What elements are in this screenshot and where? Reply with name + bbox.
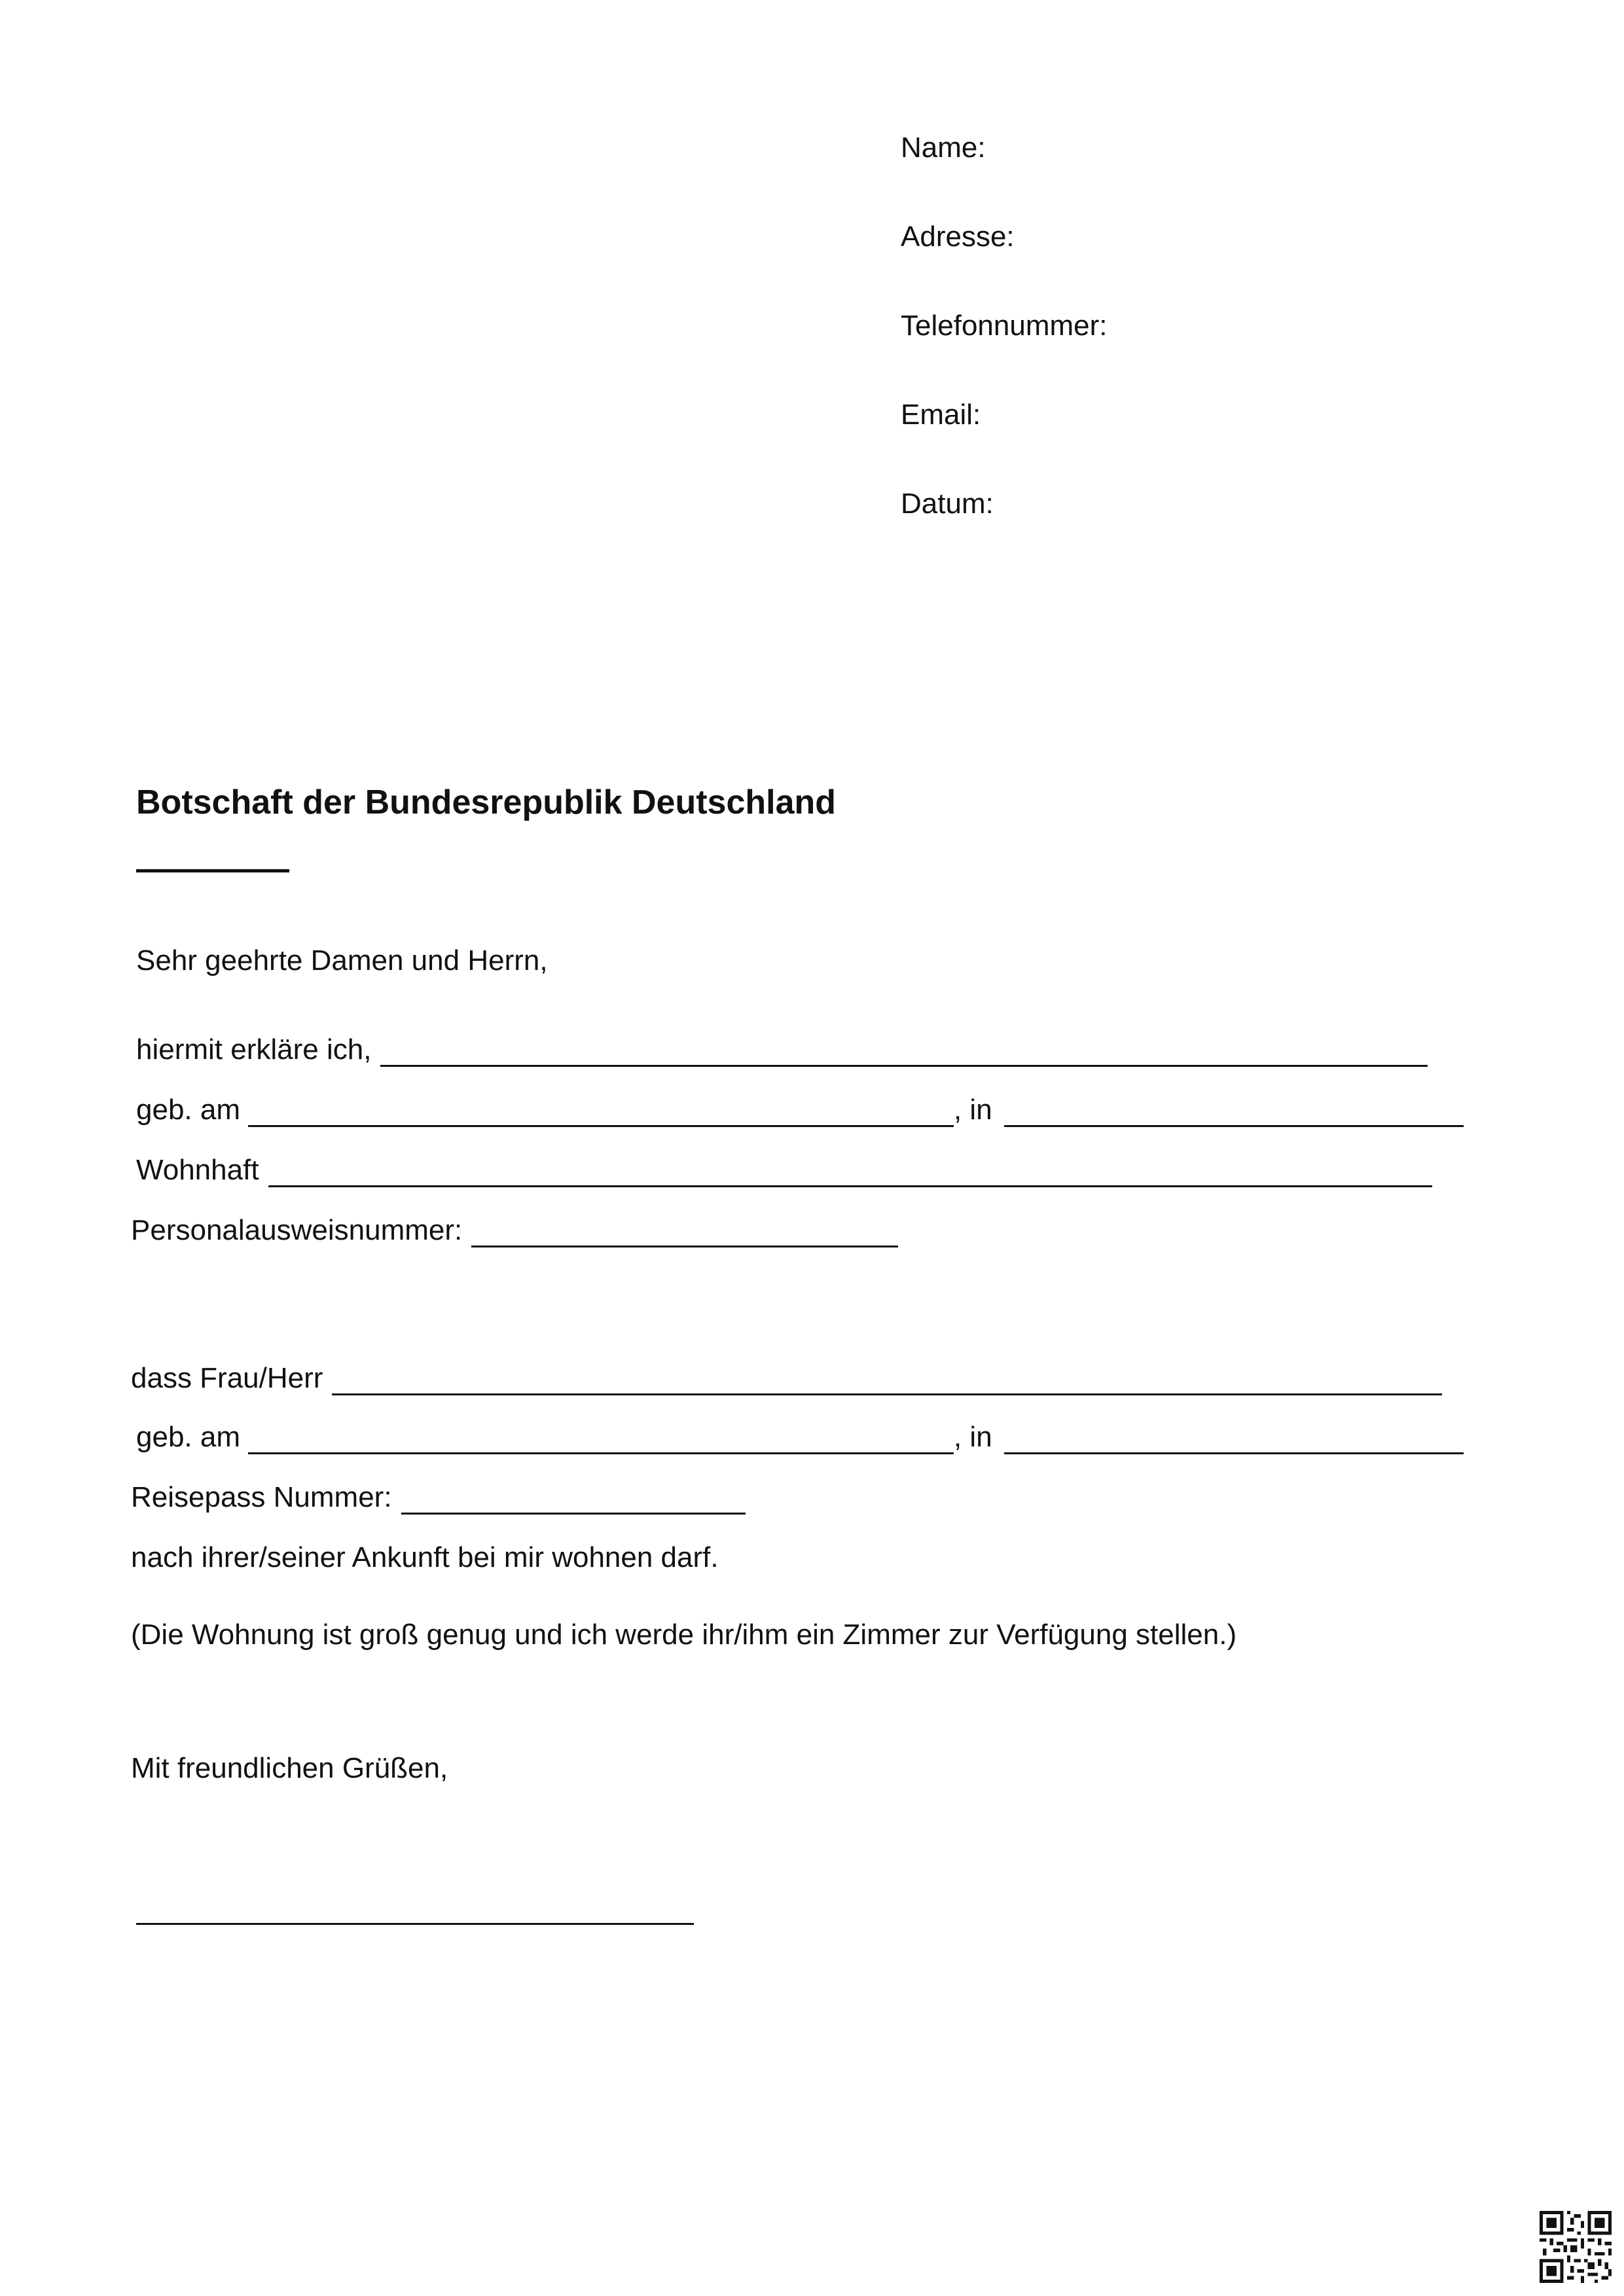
sender-date-label: Datum: (901, 488, 994, 520)
signature-line[interactable] (136, 1923, 694, 1925)
guest-passport-row (131, 1483, 746, 1512)
declarant-id-label: Personalausweisnummer: (131, 1214, 463, 1246)
guest-name-field[interactable] (332, 1367, 1442, 1395)
declarant-name-row (136, 1035, 1428, 1064)
declarant-residence-row (136, 1156, 1432, 1185)
sender-address-label: Adresse: (901, 221, 1015, 253)
declarant-born-label: geb. am (136, 1094, 240, 1126)
declarant-residence-field[interactable] (268, 1159, 1432, 1187)
recipient-title: Botschaft der Bundesrepublik Deutschland (136, 783, 837, 821)
declarant-birthdate-field[interactable] (248, 1099, 954, 1127)
declarant-id-row (131, 1216, 898, 1245)
declarant-name-field[interactable] (380, 1039, 1428, 1067)
guest-passport-field[interactable] (401, 1486, 746, 1515)
housing-note: (Die Wohnung ist groß genug und ich werde ihr/ihm ein Zimmer zur Verfügung stellen.) (131, 1619, 1237, 1651)
sender-email-label: Email: (901, 399, 981, 431)
closing: Mit freundlichen Grüßen, (131, 1752, 448, 1784)
guest-name-row (131, 1364, 1442, 1393)
declarant-birthplace-field[interactable] (1004, 1099, 1464, 1127)
declarant-residence-label: Wohnhaft (136, 1154, 259, 1186)
declarant-intro-label: hiermit erkläre ich, (136, 1033, 372, 1066)
qr-code-icon (1540, 2211, 1612, 2283)
guest-intro-label: dass Frau/Herr (131, 1362, 323, 1394)
guest-birthplace-field[interactable] (1004, 1426, 1464, 1454)
declarant-id-field[interactable] (471, 1219, 898, 1247)
guest-birth-row (136, 1423, 1464, 1452)
guest-passport-label: Reisepass Nummer: (131, 1481, 392, 1513)
sender-name-label: Name: (901, 132, 986, 164)
sender-phone-label: Telefonnummer: (901, 310, 1108, 342)
declarant-born-in-label: , in (953, 1094, 992, 1126)
salutation: Sehr geehrte Damen und Herrn, (136, 944, 548, 977)
recipient-city-blank[interactable] (136, 869, 289, 872)
declarant-birth-row (136, 1096, 1464, 1124)
guest-birthdate-field[interactable] (248, 1426, 954, 1454)
guest-born-label: geb. am (136, 1421, 240, 1453)
guest-statement: nach ihrer/seiner Ankunft bei mir wohnen darf. (131, 1541, 719, 1573)
guest-born-in-label: , in (953, 1421, 992, 1453)
